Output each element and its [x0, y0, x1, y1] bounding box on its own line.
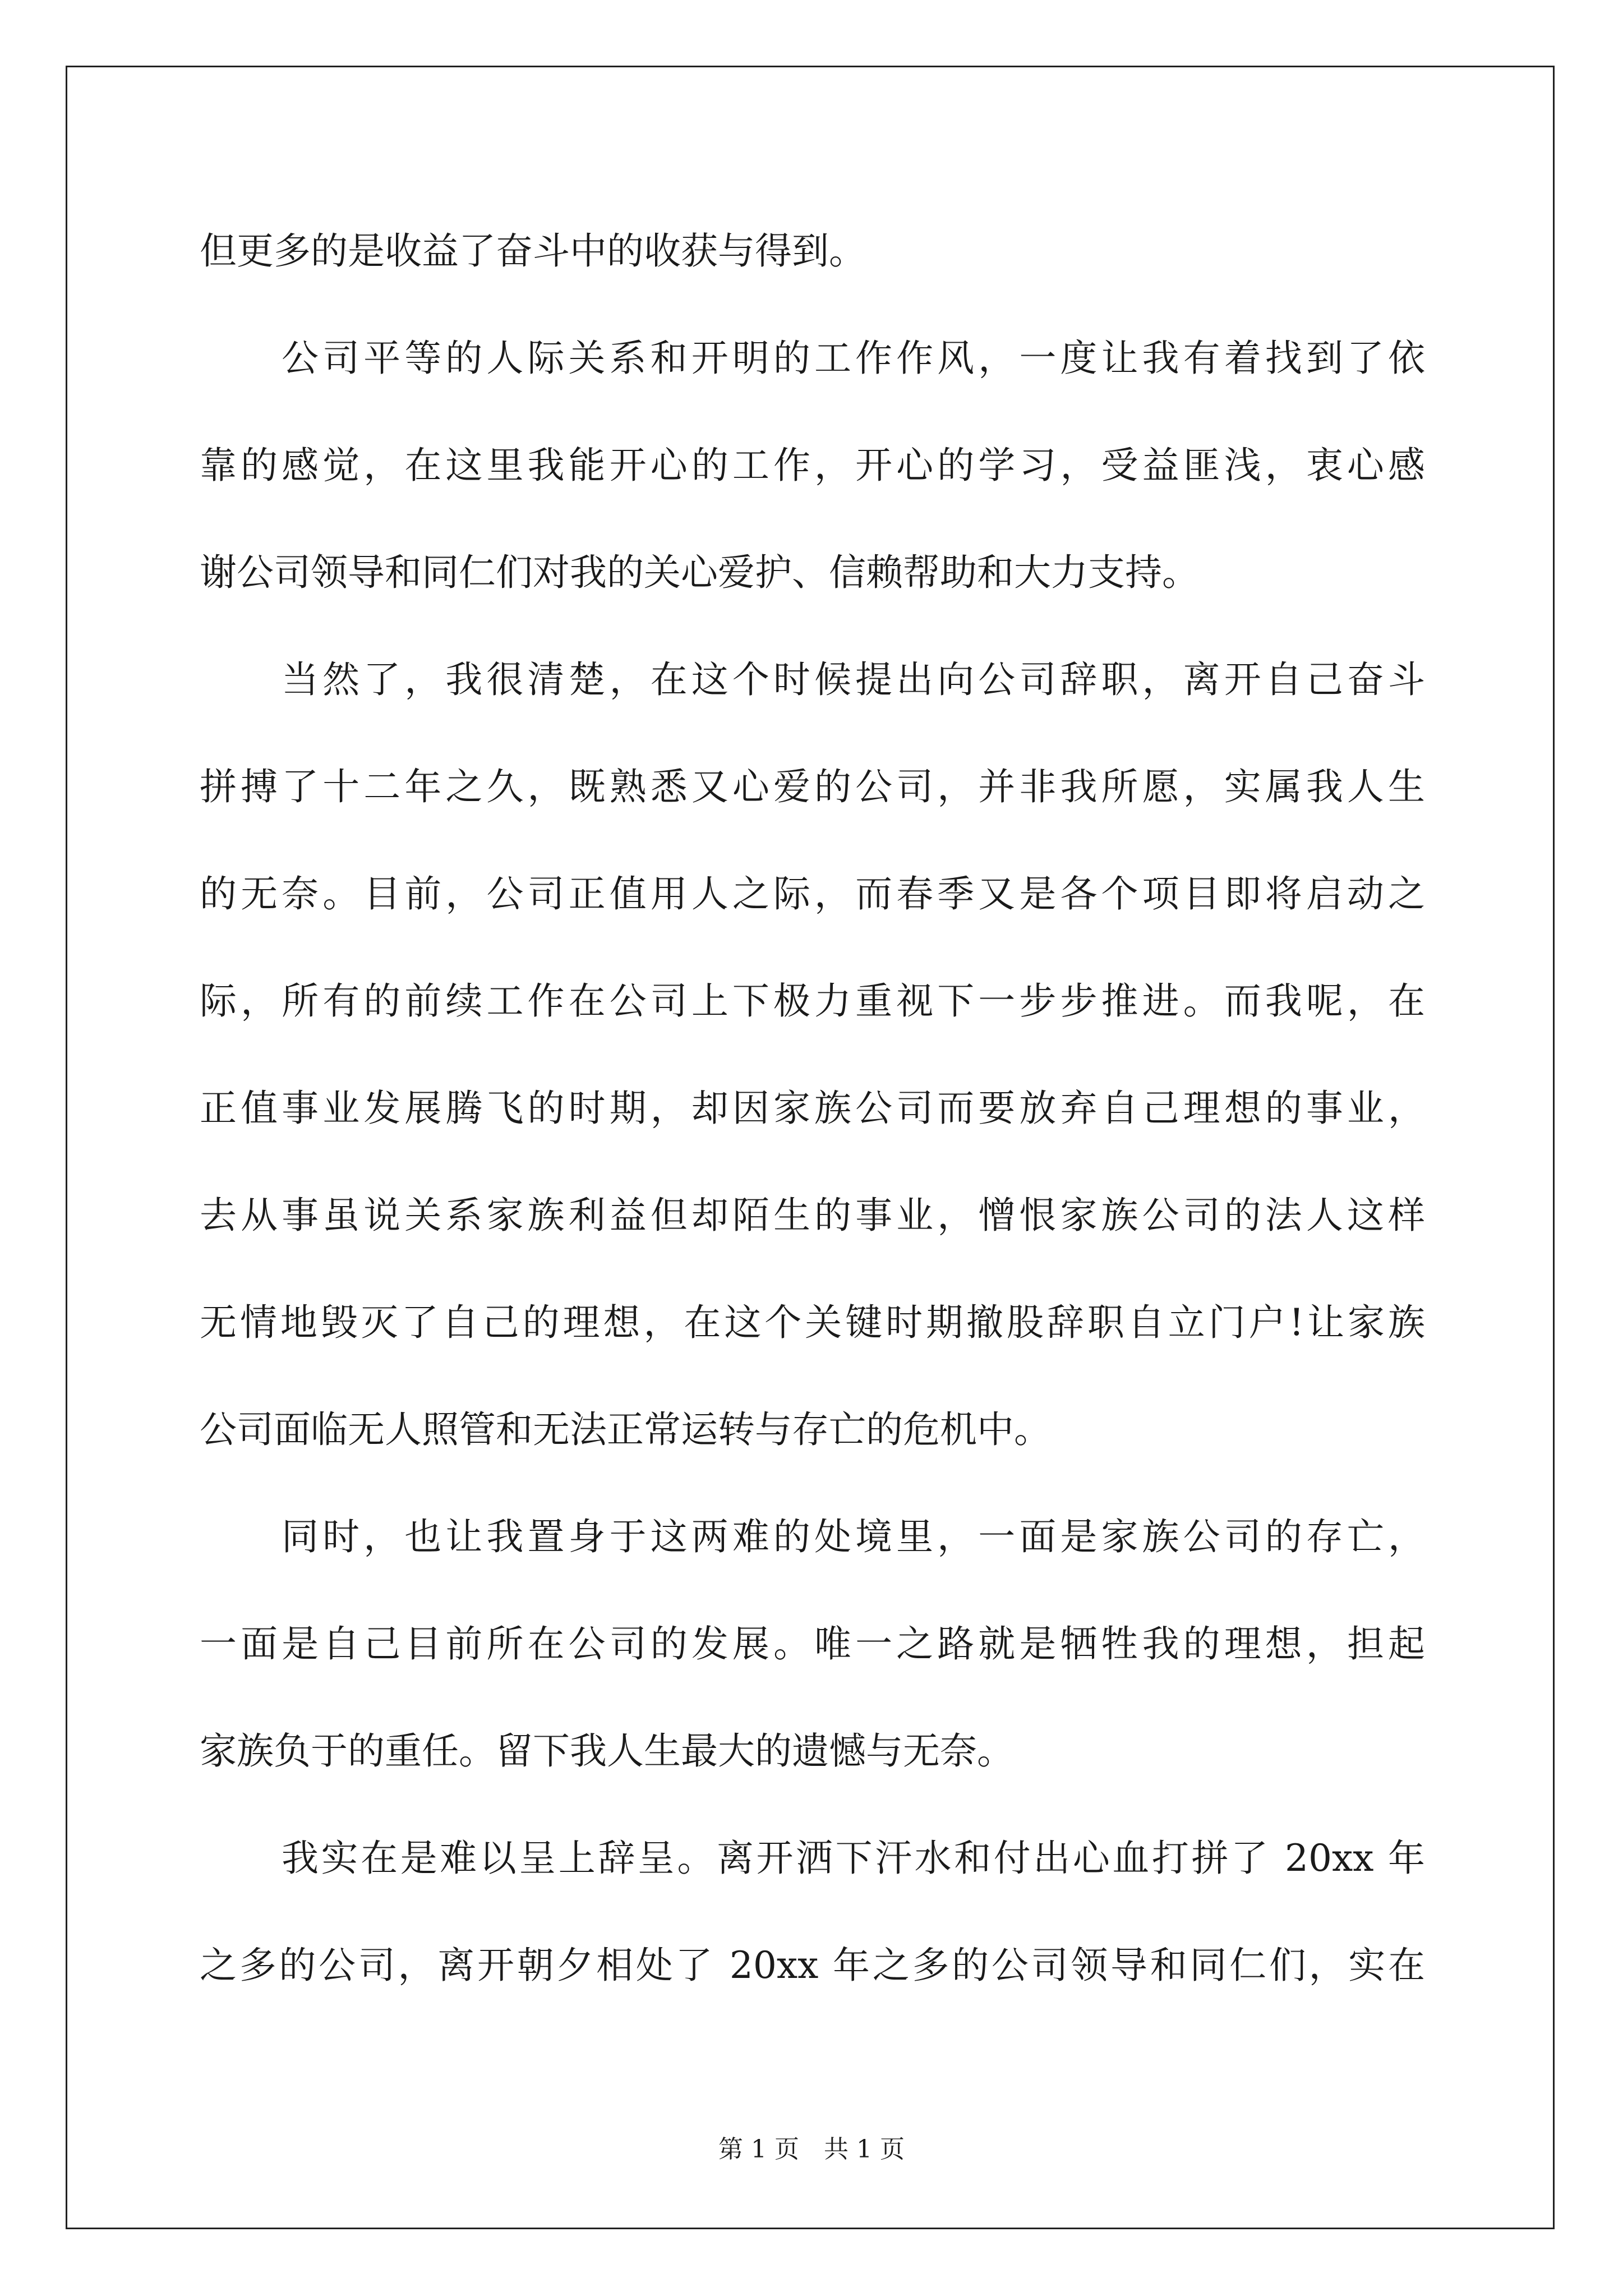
- text-line: 但更多的是收益了奋斗中的收获与得到。: [200, 229, 866, 273]
- text-line: 我实在是难以呈上辞呈。离开洒下汗水和付出心血打拼了 20xx 年: [282, 1837, 1425, 1880]
- text-line: 同时，也让我置身于这两难的处境里，一面是家族公司的存亡，: [282, 1515, 1425, 1558]
- text-line: 公司面临无人照管和无法正常运转与存亡的危机中。: [200, 1408, 1051, 1451]
- text-line: 一面是自己目前所在公司的发展。唯一之路就是牺牲我的理想，担起: [200, 1622, 1425, 1665]
- text-line: 之多的公司，离开朝夕相处了 20xx 年之多的公司领导和同仁们，实在: [200, 1944, 1425, 1987]
- page-footer: 第 1 页 共 1 页: [718, 2135, 905, 2164]
- text-line: 公司平等的人际关系和开明的工作作风，一度让我有着找到了依: [282, 337, 1425, 380]
- text-line: 正值事业发展腾飞的时期，却因家族公司而要放弃自己理想的事业，: [200, 1087, 1425, 1130]
- text-line: 无情地毁灭了自己的理想，在这个关键时期撤股辞职自立门户!让家族: [200, 1301, 1425, 1344]
- text-line: 的无奈。目前，公司正值用人之际，而春季又是各个项目即将启动之: [200, 872, 1425, 915]
- text-line: 当然了，我很清楚，在这个时候提出向公司辞职，离开自己奋斗: [282, 658, 1425, 701]
- document-body: [200, 197, 1425, 2019]
- text-line: 际，所有的前续工作在公司上下极力重视下一步步推进。而我呢，在: [200, 979, 1425, 1023]
- text-line: 靠的感觉，在这里我能开心的工作，开心的学习，受益匪浅，衷心感: [200, 444, 1425, 487]
- text-line: 拼搏了十二年之久，既熟悉又心爱的公司，并非我所愿，实属我人生: [200, 765, 1425, 808]
- text-line: 家族负于的重任。留下我人生最大的遗憾与无奈。: [200, 1729, 1014, 1773]
- text-line: 谢公司领导和同仁们对我的关心爱护、信赖帮助和大力支持。: [200, 551, 1199, 594]
- text-line: 去从事虽说关系家族利益但却陌生的事业，憎恨家族公司的法人这样: [200, 1194, 1425, 1237]
